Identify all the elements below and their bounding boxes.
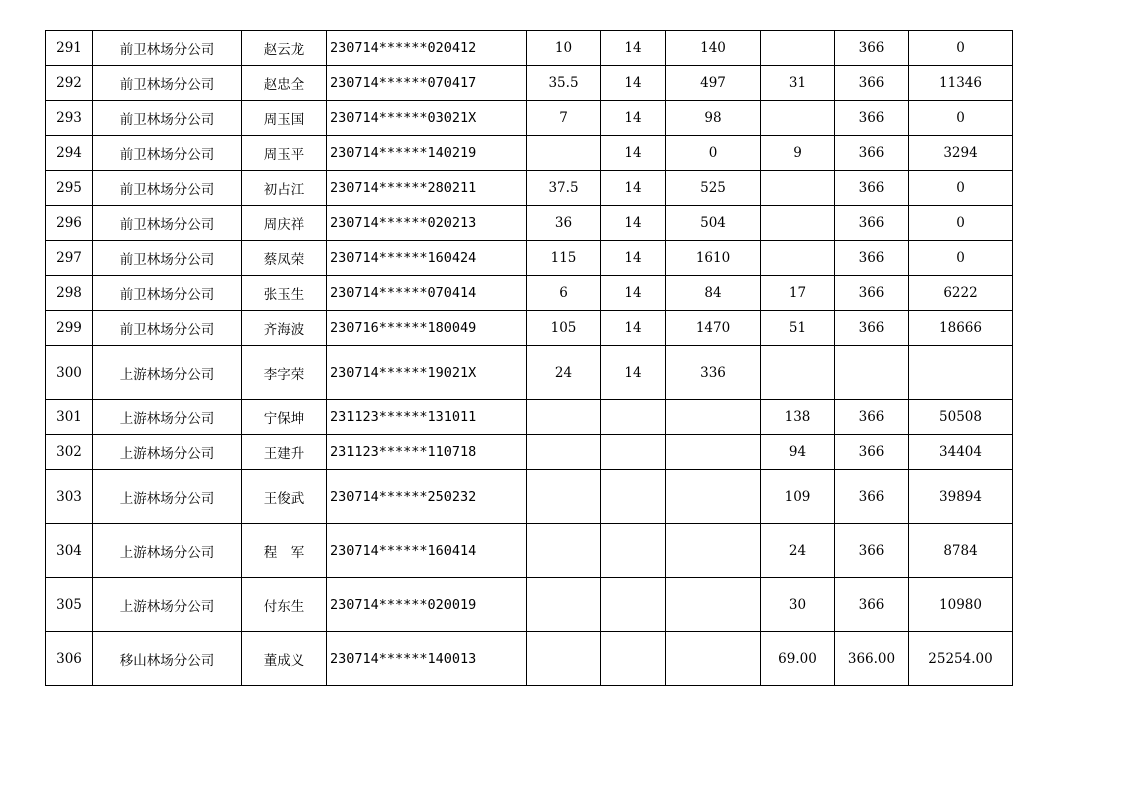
value-3: 504 xyxy=(666,206,761,241)
value-3: 84 xyxy=(666,276,761,311)
value-6: 8784 xyxy=(909,524,1013,578)
value-4: 31 xyxy=(761,66,835,101)
value-2: 14 xyxy=(601,171,666,206)
value-6: 0 xyxy=(909,171,1013,206)
unit-name: 前卫林场分公司 xyxy=(93,66,242,101)
table-row xyxy=(46,31,1013,66)
id-number: 230714******140219 xyxy=(327,136,527,171)
person-name: 赵忠全 xyxy=(242,66,327,101)
person-name: 李字荣 xyxy=(242,346,327,400)
unit-name: 前卫林场分公司 xyxy=(93,311,242,346)
value-3 xyxy=(666,578,761,632)
table-row xyxy=(46,346,1013,400)
id-number: 230714******250232 xyxy=(327,470,527,524)
value-3: 0 xyxy=(666,136,761,171)
table-row xyxy=(46,311,1013,346)
table-row xyxy=(46,632,1013,686)
unit-name: 移山林场分公司 xyxy=(93,632,242,686)
value-1: 10 xyxy=(527,31,601,66)
person-name: 董成义 xyxy=(242,632,327,686)
row-number: 301 xyxy=(46,400,93,435)
value-5: 366 xyxy=(835,435,909,470)
value-6: 50508 xyxy=(909,400,1013,435)
value-5: 366 xyxy=(835,400,909,435)
person-name: 初占江 xyxy=(242,171,327,206)
value-5: 366.00 xyxy=(835,632,909,686)
person-name: 齐海波 xyxy=(242,311,327,346)
value-3 xyxy=(666,470,761,524)
value-5: 366 xyxy=(835,578,909,632)
unit-name: 上游林场分公司 xyxy=(93,578,242,632)
value-2: 14 xyxy=(601,241,666,276)
id-number: 231123******110718 xyxy=(327,435,527,470)
value-5: 366 xyxy=(835,311,909,346)
value-4 xyxy=(761,31,835,66)
row-number: 300 xyxy=(46,346,93,400)
unit-name: 前卫林场分公司 xyxy=(93,171,242,206)
row-number: 291 xyxy=(46,31,93,66)
person-name: 王建升 xyxy=(242,435,327,470)
value-5: 366 xyxy=(835,136,909,171)
value-5: 366 xyxy=(835,241,909,276)
id-number: 230714******160414 xyxy=(327,524,527,578)
value-5: 366 xyxy=(835,206,909,241)
value-2 xyxy=(601,400,666,435)
value-5: 366 xyxy=(835,31,909,66)
row-number: 304 xyxy=(46,524,93,578)
value-2: 14 xyxy=(601,31,666,66)
value-5: 366 xyxy=(835,66,909,101)
person-name: 付东生 xyxy=(242,578,327,632)
value-2 xyxy=(601,470,666,524)
row-number: 305 xyxy=(46,578,93,632)
value-4 xyxy=(761,346,835,400)
value-4: 17 xyxy=(761,276,835,311)
value-6: 11346 xyxy=(909,66,1013,101)
row-number: 303 xyxy=(46,470,93,524)
row-number: 293 xyxy=(46,101,93,136)
value-2: 14 xyxy=(601,311,666,346)
value-1: 6 xyxy=(527,276,601,311)
value-1 xyxy=(527,136,601,171)
value-1 xyxy=(527,400,601,435)
table-row xyxy=(46,101,1013,136)
value-4: 94 xyxy=(761,435,835,470)
row-number: 297 xyxy=(46,241,93,276)
value-6: 6222 xyxy=(909,276,1013,311)
value-3: 140 xyxy=(666,31,761,66)
value-5: 366 xyxy=(835,276,909,311)
data-table xyxy=(45,30,1013,686)
value-1: 105 xyxy=(527,311,601,346)
value-2: 14 xyxy=(601,206,666,241)
value-1 xyxy=(527,632,601,686)
value-3: 336 xyxy=(666,346,761,400)
table-row xyxy=(46,66,1013,101)
value-2 xyxy=(601,632,666,686)
value-6: 10980 xyxy=(909,578,1013,632)
value-2: 14 xyxy=(601,136,666,171)
table-row xyxy=(46,171,1013,206)
value-6: 3294 xyxy=(909,136,1013,171)
value-6: 18666 xyxy=(909,311,1013,346)
person-name: 蔡凤荣 xyxy=(242,241,327,276)
value-1 xyxy=(527,470,601,524)
value-1: 24 xyxy=(527,346,601,400)
table-row xyxy=(46,400,1013,435)
value-6: 0 xyxy=(909,101,1013,136)
value-3: 98 xyxy=(666,101,761,136)
value-5: 366 xyxy=(835,470,909,524)
table-row xyxy=(46,435,1013,470)
unit-name: 上游林场分公司 xyxy=(93,470,242,524)
value-6: 39894 xyxy=(909,470,1013,524)
value-3 xyxy=(666,632,761,686)
id-number: 230714******020412 xyxy=(327,31,527,66)
table-row xyxy=(46,276,1013,311)
value-4: 109 xyxy=(761,470,835,524)
value-6: 0 xyxy=(909,31,1013,66)
value-5: 366 xyxy=(835,101,909,136)
person-name: 王俊武 xyxy=(242,470,327,524)
value-2 xyxy=(601,435,666,470)
value-5 xyxy=(835,346,909,400)
value-4 xyxy=(761,101,835,136)
value-4 xyxy=(761,241,835,276)
unit-name: 前卫林场分公司 xyxy=(93,206,242,241)
unit-name: 前卫林场分公司 xyxy=(93,31,242,66)
table-row xyxy=(46,578,1013,632)
row-number: 302 xyxy=(46,435,93,470)
value-1 xyxy=(527,578,601,632)
value-1: 7 xyxy=(527,101,601,136)
value-6 xyxy=(909,346,1013,400)
id-number: 230714******070414 xyxy=(327,276,527,311)
table-row xyxy=(46,206,1013,241)
id-number: 230714******03021X xyxy=(327,101,527,136)
value-4: 51 xyxy=(761,311,835,346)
value-1: 115 xyxy=(527,241,601,276)
id-number: 231123******131011 xyxy=(327,400,527,435)
row-number: 299 xyxy=(46,311,93,346)
id-number: 230714******020213 xyxy=(327,206,527,241)
person-name: 程 军 xyxy=(242,524,327,578)
value-4: 69.00 xyxy=(761,632,835,686)
table-row xyxy=(46,241,1013,276)
unit-name: 前卫林场分公司 xyxy=(93,101,242,136)
value-3 xyxy=(666,524,761,578)
value-4: 138 xyxy=(761,400,835,435)
row-number: 306 xyxy=(46,632,93,686)
value-1: 37.5 xyxy=(527,171,601,206)
value-6: 34404 xyxy=(909,435,1013,470)
value-3 xyxy=(666,400,761,435)
person-name: 周玉平 xyxy=(242,136,327,171)
unit-name: 前卫林场分公司 xyxy=(93,241,242,276)
table-row xyxy=(46,470,1013,524)
row-number: 298 xyxy=(46,276,93,311)
value-4: 24 xyxy=(761,524,835,578)
value-2 xyxy=(601,524,666,578)
value-1 xyxy=(527,524,601,578)
id-number: 230714******070417 xyxy=(327,66,527,101)
table-row xyxy=(46,136,1013,171)
person-name: 张玉生 xyxy=(242,276,327,311)
value-3: 1610 xyxy=(666,241,761,276)
unit-name: 上游林场分公司 xyxy=(93,435,242,470)
row-number: 292 xyxy=(46,66,93,101)
id-number: 230714******140013 xyxy=(327,632,527,686)
value-2: 14 xyxy=(601,346,666,400)
id-number: 230714******280211 xyxy=(327,171,527,206)
unit-name: 上游林场分公司 xyxy=(93,346,242,400)
unit-name: 前卫林场分公司 xyxy=(93,136,242,171)
value-1 xyxy=(527,435,601,470)
value-3: 497 xyxy=(666,66,761,101)
person-name: 周庆祥 xyxy=(242,206,327,241)
value-1: 35.5 xyxy=(527,66,601,101)
value-6: 0 xyxy=(909,241,1013,276)
unit-name: 上游林场分公司 xyxy=(93,400,242,435)
value-3: 1470 xyxy=(666,311,761,346)
value-4: 30 xyxy=(761,578,835,632)
value-2 xyxy=(601,578,666,632)
id-number: 230714******19021X xyxy=(327,346,527,400)
unit-name: 上游林场分公司 xyxy=(93,524,242,578)
row-number: 295 xyxy=(46,171,93,206)
value-4 xyxy=(761,206,835,241)
person-name: 赵云龙 xyxy=(242,31,327,66)
value-4: 9 xyxy=(761,136,835,171)
value-5: 366 xyxy=(835,171,909,206)
value-2: 14 xyxy=(601,276,666,311)
value-5: 366 xyxy=(835,524,909,578)
row-number: 294 xyxy=(46,136,93,171)
value-6: 25254.00 xyxy=(909,632,1013,686)
unit-name: 前卫林场分公司 xyxy=(93,276,242,311)
id-number: 230714******020019 xyxy=(327,578,527,632)
person-name: 宁保坤 xyxy=(242,400,327,435)
value-2: 14 xyxy=(601,66,666,101)
id-number: 230716******180049 xyxy=(327,311,527,346)
person-name: 周玉国 xyxy=(242,101,327,136)
value-3 xyxy=(666,435,761,470)
table-row xyxy=(46,524,1013,578)
row-number: 296 xyxy=(46,206,93,241)
value-3: 525 xyxy=(666,171,761,206)
value-6: 0 xyxy=(909,206,1013,241)
value-1: 36 xyxy=(527,206,601,241)
value-2: 14 xyxy=(601,101,666,136)
id-number: 230714******160424 xyxy=(327,241,527,276)
value-4 xyxy=(761,171,835,206)
